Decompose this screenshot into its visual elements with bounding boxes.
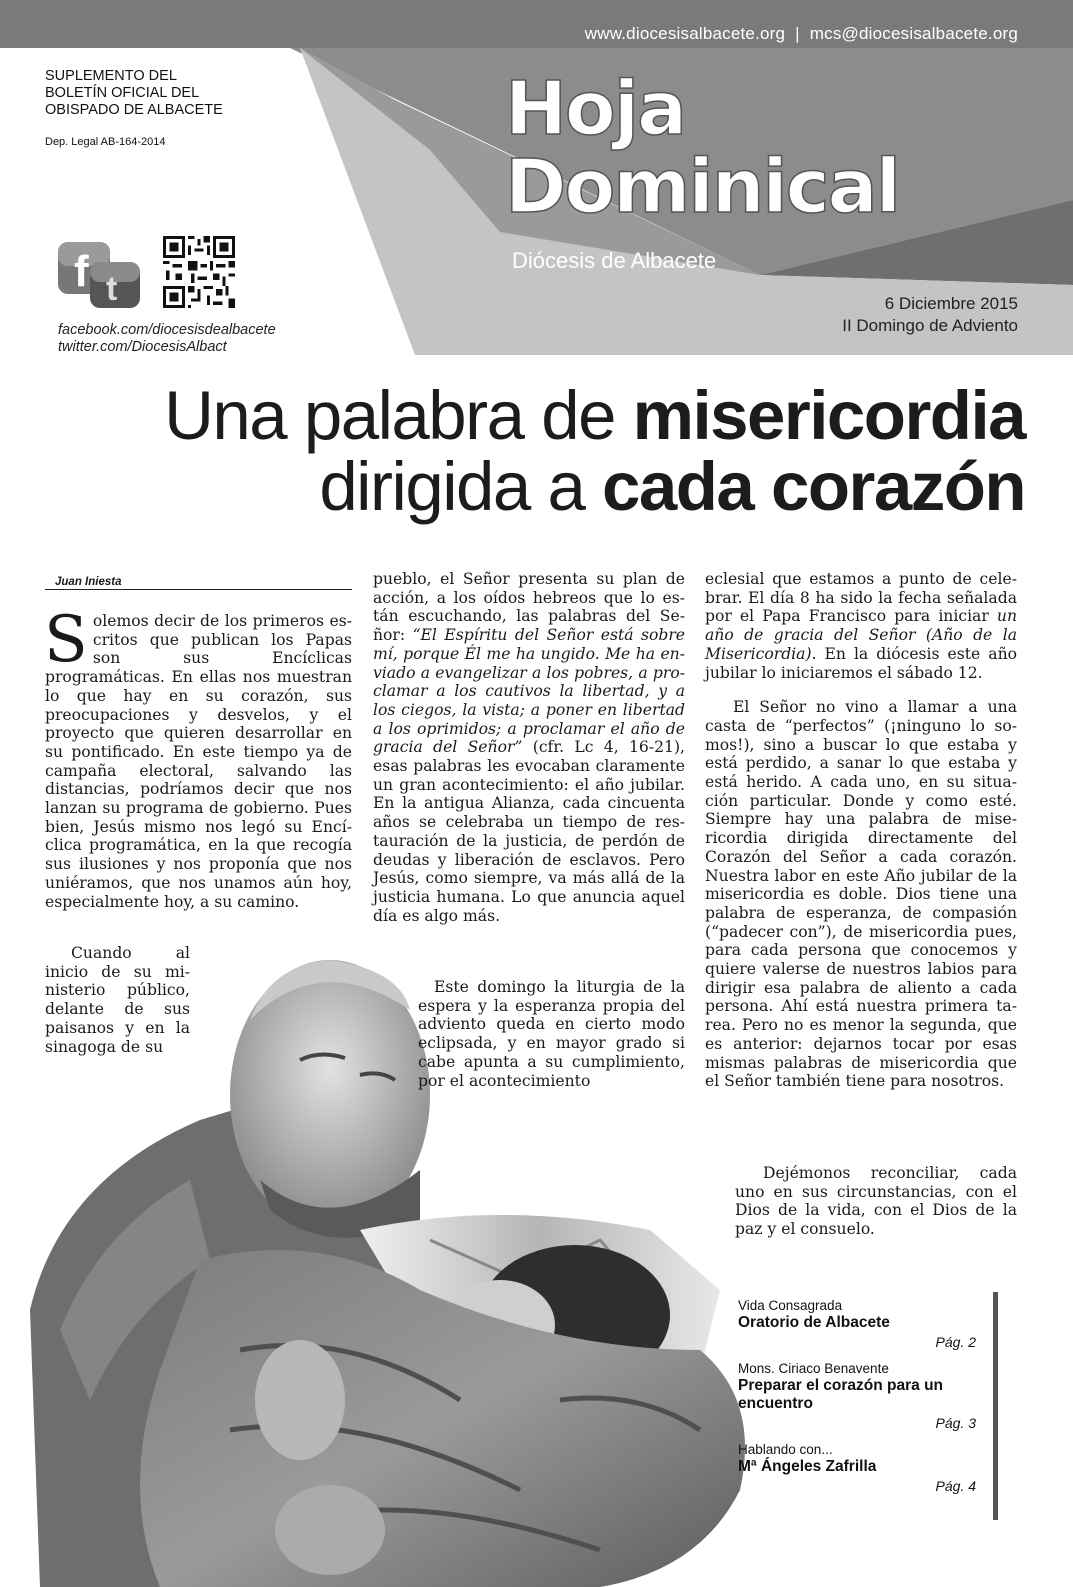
index-title: Mª Ángeles Zafrilla bbox=[738, 1458, 877, 1475]
logo-subtitle: Diócesis de Albacete bbox=[512, 248, 717, 273]
index-page: Pág. 4 bbox=[935, 1478, 976, 1494]
headline-line-1 bbox=[40, 377, 1025, 454]
index-section: Mons. Ciriaco Benavente bbox=[738, 1361, 889, 1376]
index-entry[interactable] bbox=[738, 1360, 976, 1433]
logo-line-2: Dominical bbox=[505, 144, 899, 230]
index-entry[interactable] bbox=[738, 1441, 976, 1496]
supplement-line-2: BOLETÍN OFICIAL DEL bbox=[45, 85, 200, 101]
headline-line-2-light: dirigida a bbox=[319, 448, 602, 525]
index-title: Oratorio de Albacete bbox=[738, 1314, 890, 1331]
col3-emphasis: un año de gracia del Señor (Año de la Misericordia). bbox=[705, 607, 1017, 663]
qr-code-icon[interactable] bbox=[160, 233, 238, 311]
article-column-1-wrap bbox=[45, 944, 190, 1056]
issue-date: 6 Diciembre 2015 bbox=[884, 294, 1018, 313]
index-page: Pág. 3 bbox=[935, 1415, 976, 1431]
article-column-2-wrap bbox=[418, 978, 685, 1090]
svg-text:f: f bbox=[74, 247, 89, 296]
author-byline: Juan Iniesta bbox=[45, 576, 352, 590]
article-closing bbox=[735, 1164, 1017, 1239]
contents-index bbox=[738, 1297, 976, 1504]
logo-line-1: Hoja bbox=[505, 66, 686, 152]
col2-paragraph-2: Este domingo la liturgia de la espera y la esperanza propia del adviento queda en cierto modo eclipsada, y en mayor grado si cabe apunta a su cumplimiento, por el acontecimiento bbox=[418, 978, 685, 1090]
facebook-twitter-icon[interactable] bbox=[56, 240, 142, 310]
headline-line-1-light: Una palabra de bbox=[164, 377, 633, 454]
legal-deposit: Dep. Legal AB-164-2014 bbox=[45, 136, 166, 148]
article-column-2 bbox=[373, 570, 685, 925]
closing-paragraph: Dejémonos reconciliar, cada uno en sus circunstancias, con el Dios de la vida, con el Dios de la paz y el consuelo. bbox=[735, 1164, 1017, 1239]
index-divider bbox=[993, 1292, 998, 1520]
col2-scripture-quote: “El Espíritu del Señor está sobre mí, porque Él me ha ungido. Me ha enviado a evangelizar a los pobres, a proclamar a los cautivos la libertad, y a los ciegos, la vista; a poner en libertad a los oprimidos; a proclamar el año de gracia del Señor” bbox=[373, 626, 685, 757]
col2-text-a: pueblo, el Señor presenta su plan de acción, a los oídos hebreos que lo están escuchando, las palabras del Señor: bbox=[373, 570, 685, 645]
contact-separator: | bbox=[795, 24, 800, 43]
supplement-line-3: OBISPADO DE ALBACETE bbox=[45, 102, 223, 118]
headline-line-2 bbox=[40, 448, 1025, 525]
facebook-link[interactable]: facebook.com/diocesisdealbacete bbox=[58, 322, 276, 338]
website-link[interactable]: www.diocesisalbacete.org bbox=[584, 24, 786, 43]
col1-paragraph-2: Cuando al inicio de su ministerio público, delante de sus paisanos y en la sinagoga de su bbox=[45, 944, 190, 1056]
index-section: Hablando con... bbox=[738, 1442, 833, 1457]
supplement-line-1: SUPLEMENTO DEL bbox=[45, 68, 177, 84]
col1-paragraph-1: olemos decir de los primeros escritos que publican los Papas son sus Encíclicas programáticas. En ellas nos muestran lo que hay en su corazón, sus preocupaciones y desvelos, y el proyecto que quieren desarrollar en su pontificado. En este tiempo ya de campaña electoral, salvando las distancias, podríamos decir que nos lanzan su programa de gobierno. Pues bien, Jesús mismo nos legó su Encíclica programática, en la que recogía sus ilusiones y nos proponía que nos uniéramos, que nos unamos aún hoy, especialmente hoy, a su camino. bbox=[45, 612, 352, 911]
index-entry[interactable] bbox=[738, 1297, 976, 1352]
issue-date-block bbox=[842, 293, 1018, 337]
social-links bbox=[58, 322, 276, 356]
twitter-link[interactable]: twitter.com/DiocesisAlbact bbox=[58, 339, 227, 355]
email-link[interactable]: mcs@diocesisalbacete.org bbox=[809, 24, 1018, 43]
col3-text-b: En la diócesis este año jubilar lo iniciaremos el sábado 12. bbox=[705, 644, 1017, 682]
main-headline bbox=[40, 377, 1025, 525]
masthead-logo bbox=[505, 66, 899, 230]
col2-text-b: (cfr. Lc 4, 16-21), esas palabras les evocaban claramente un gran acontecimiento: el año jubilar. En la antigua Alianza, cada cincuenta años se celebraba un tiempo de restauración de la justicia, de perdón de deudas y liberación de esclavos. Pero Jesús, como siempre, va más allá de la justicia humana. Lo que anuncia aquel día es algo más. bbox=[373, 738, 686, 925]
article-column-1 bbox=[44, 603, 352, 911]
col3-text-a: eclesial que estamos a punto de celebrar. El día 8 ha sido la fecha señalada por el Papa Francisco para iniciar bbox=[705, 570, 1017, 626]
liturgical-day: II Domingo de Adviento bbox=[842, 316, 1018, 335]
index-title: Preparar el corazón para un encuentro bbox=[738, 1377, 944, 1412]
col3-paragraph-2: El Señor no vino a llamar a una casta de “perfectos” (¡ninguno lo somos!), sino a buscar lo que estaba y está perdido, a sanar lo que estaba y está herido. A cada uno, en su situación particular. Donde y como esté. Siempre hay una palabra de misericordia dirigida directamente del Corazón del Señor a cada corazón. Nuestra labor en este Año jubilar de la misericordia es doble. Dios tiene una palabra de esperanza, de compasión (“padecer con”), de misericordia pues, para cada persona que conocemos y quiere valerse de nuestros labios para dirigir esa palabra de aliento a cada persona. Ahí está nuestra primera tarea. Pero no es menor la segunda, que es anterior: dejarnos tocar por esas mismas palabras de misericordia que el Señor también tiene para nosotros. bbox=[705, 698, 1017, 1091]
index-page: Pág. 2 bbox=[935, 1334, 976, 1350]
svg-text:t: t bbox=[106, 270, 118, 308]
index-section: Vida Consagrada bbox=[738, 1298, 843, 1313]
article-column-3 bbox=[705, 570, 1017, 1091]
supplement-label bbox=[45, 68, 223, 119]
headline-line-2-bold: cada corazón bbox=[602, 448, 1025, 525]
headline-line-1-bold: misericordia bbox=[632, 377, 1025, 454]
dropcap: S bbox=[44, 603, 88, 677]
top-contact-bar bbox=[585, 24, 1018, 44]
